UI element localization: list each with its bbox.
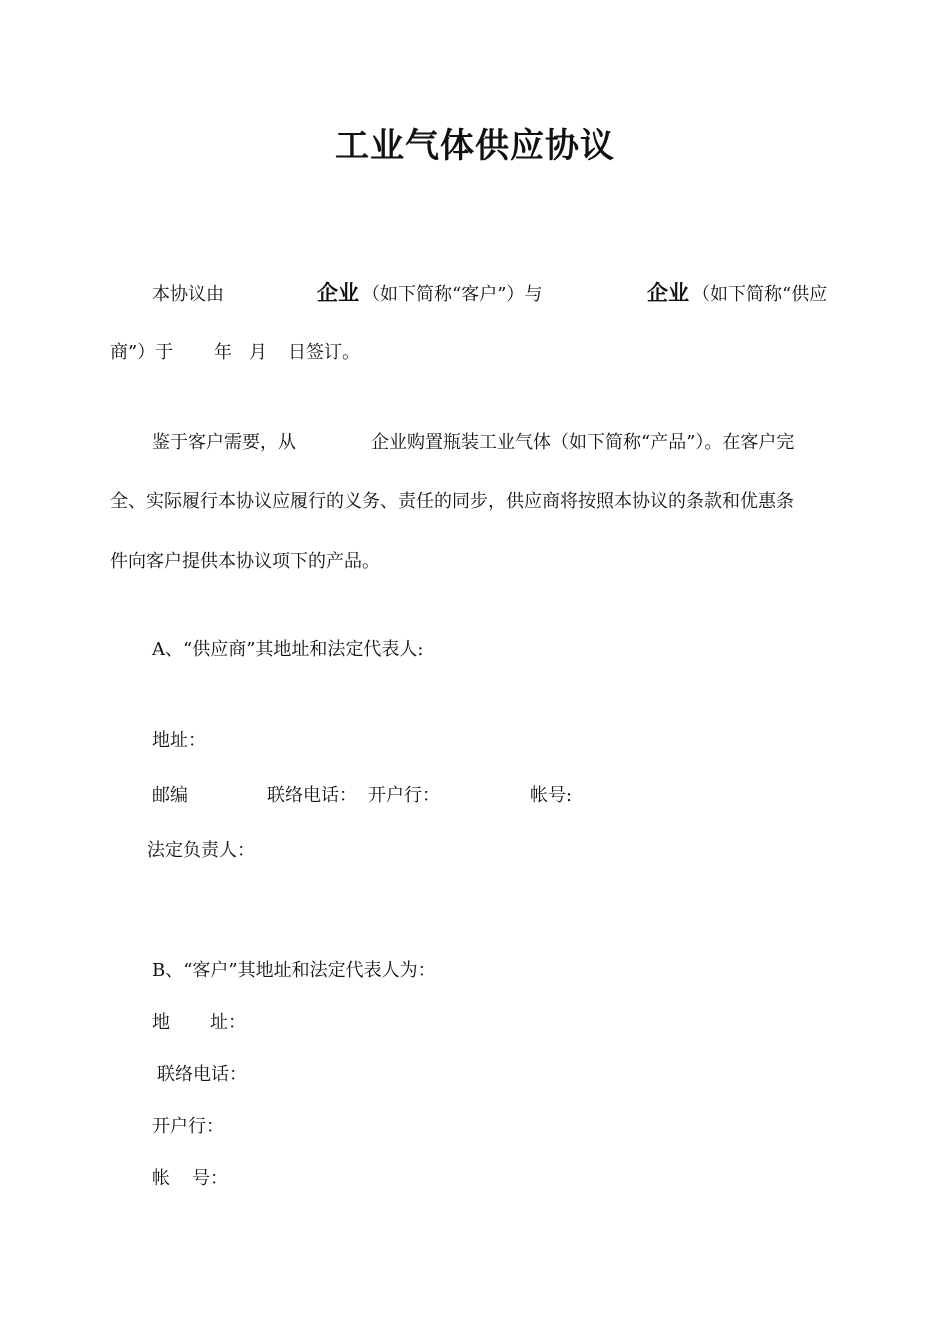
section-a-phone-label: 联络电话： (267, 785, 357, 806)
section-a-address-label: 地址： (152, 730, 206, 751)
section-a-legal-rep-label: 法定负责人： (147, 840, 255, 861)
intro-enterprise-2: 企业 (647, 281, 689, 305)
section-a-account-label: 帐号: (530, 785, 573, 806)
section-a-postcode-label: 邮编 (152, 785, 188, 806)
intro-text-2: （如下简称“客户”）与 (362, 284, 543, 305)
intro-day: 日签订。 (288, 342, 360, 363)
intro-month: 月 (249, 342, 267, 363)
whereas-line1-b: 企业购置瓶装工业气体（如下简称“产品”）。在客户完 (371, 432, 795, 453)
whereas-line1-a: 鉴于客户需要，从 (152, 432, 296, 453)
section-b-address-label-2: 址： (210, 1012, 246, 1033)
section-b-heading: B、“客户”其地址和法定代表人为： (152, 960, 436, 981)
section-b-phone-label: 联络电话： (157, 1064, 247, 1085)
section-b-account-label-2: 号： (192, 1168, 228, 1189)
intro-year: 年 (214, 342, 232, 363)
intro-line2-a: 商”）于 (110, 342, 174, 363)
section-a-bank-label: 开户行： (368, 785, 440, 806)
document-title: 工业气体供应协议 (335, 126, 615, 166)
whereas-line3: 件向客户提供本协议项下的产品。 (110, 551, 380, 572)
intro-text-3: （如下简称“供应 (692, 284, 828, 305)
whereas-line2: 全、实际履行本协议应履行的义务、责任的同步，供应商将按照本协议的条款和优惠条 (110, 491, 794, 512)
intro-text-1: 本协议由 (152, 284, 224, 305)
section-b-address-label-1: 地 (152, 1012, 170, 1033)
section-a-heading: A、“供应商”其地址和法定代表人: (152, 639, 424, 660)
section-b-account-label-1: 帐 (152, 1168, 170, 1189)
section-b-bank-label: 开户行： (152, 1116, 224, 1137)
intro-enterprise-1: 企业 (317, 281, 359, 305)
